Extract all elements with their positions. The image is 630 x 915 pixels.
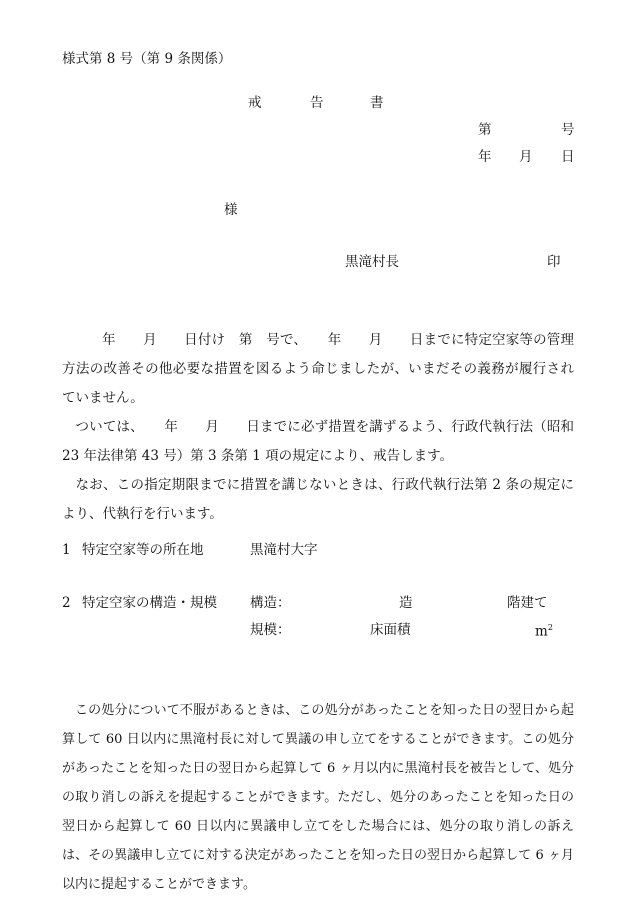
scale-unit-sup: 2 xyxy=(547,623,553,632)
seal-mark: 印 xyxy=(547,254,561,270)
issuer-name: 黒滝村長 xyxy=(345,254,399,270)
appeal-notice: この処分について不服があるときは、この処分があったことを知った日の翌日から起算して 60 日以内に黒滝村長に対して異議の申し立てをすることができます。この処分があったことを知った日の翌日から起算して 6 ヶ月以内に黒滝村長を被告として、処分の取り消しの訴えを提起することができます。ただし、処分のあったことを知った日の翌日から起算して 60 日以内に異議申し立てをした場合には、処分の取り消しの訴えは、その異議申し立てに対する決定があったことを知った日の翌日から起算して 6 ヶ月以内に提起することができます。 xyxy=(62,703,574,892)
body-paragraph-1: 年 月 日付け 第 号で、 年 月 日までに特定空家等の管理方法の改善その他必要な措置を図るよう命じましたが、いまだその義務が履行されていません。 xyxy=(62,332,574,406)
date-month: 月 xyxy=(519,149,533,165)
scale-area-label: 床面積 xyxy=(370,622,411,638)
doc-number-prefix: 第 xyxy=(478,122,492,138)
title-char-2: 告 xyxy=(310,95,324,111)
item-1-value: 黒滝村大字 xyxy=(250,542,318,558)
item-2-label: 特定空家の構造・規模 xyxy=(82,595,217,611)
structure-zou: 造 xyxy=(399,595,413,611)
item-2-number: 2 xyxy=(62,595,71,611)
body-paragraph-3: なお、この指定期限までに措置を講じないときは、行政代執行法第 2 条の規定により、代執行を行います。 xyxy=(62,477,574,522)
title-char-1: 戒 xyxy=(248,95,262,111)
body-paragraph-2: ついては、 年 月 日までに必ず措置を講ずるよう、行政代執行法（昭和 23 年法律第 43 号）第 3 条第 1 項の規定により、戒告します。 xyxy=(62,419,574,464)
structure-floors: 階建て xyxy=(507,595,548,611)
scale-unit-m: m xyxy=(535,623,548,640)
date-year: 年 xyxy=(478,149,492,165)
doc-number-suffix: 号 xyxy=(561,122,575,138)
title-char-3: 書 xyxy=(370,95,384,111)
addressee-suffix: 様 xyxy=(224,202,238,218)
scale-label: 規模： xyxy=(250,622,291,638)
structure-label: 構造： xyxy=(250,595,291,611)
item-1-label: 特定空家等の所在地 xyxy=(82,542,204,558)
form-label: 様式第 8 号（第 9 条関係） xyxy=(62,51,232,67)
item-1-number: 1 xyxy=(62,542,71,558)
scale-unit xyxy=(535,624,553,639)
date-day: 日 xyxy=(561,149,575,165)
